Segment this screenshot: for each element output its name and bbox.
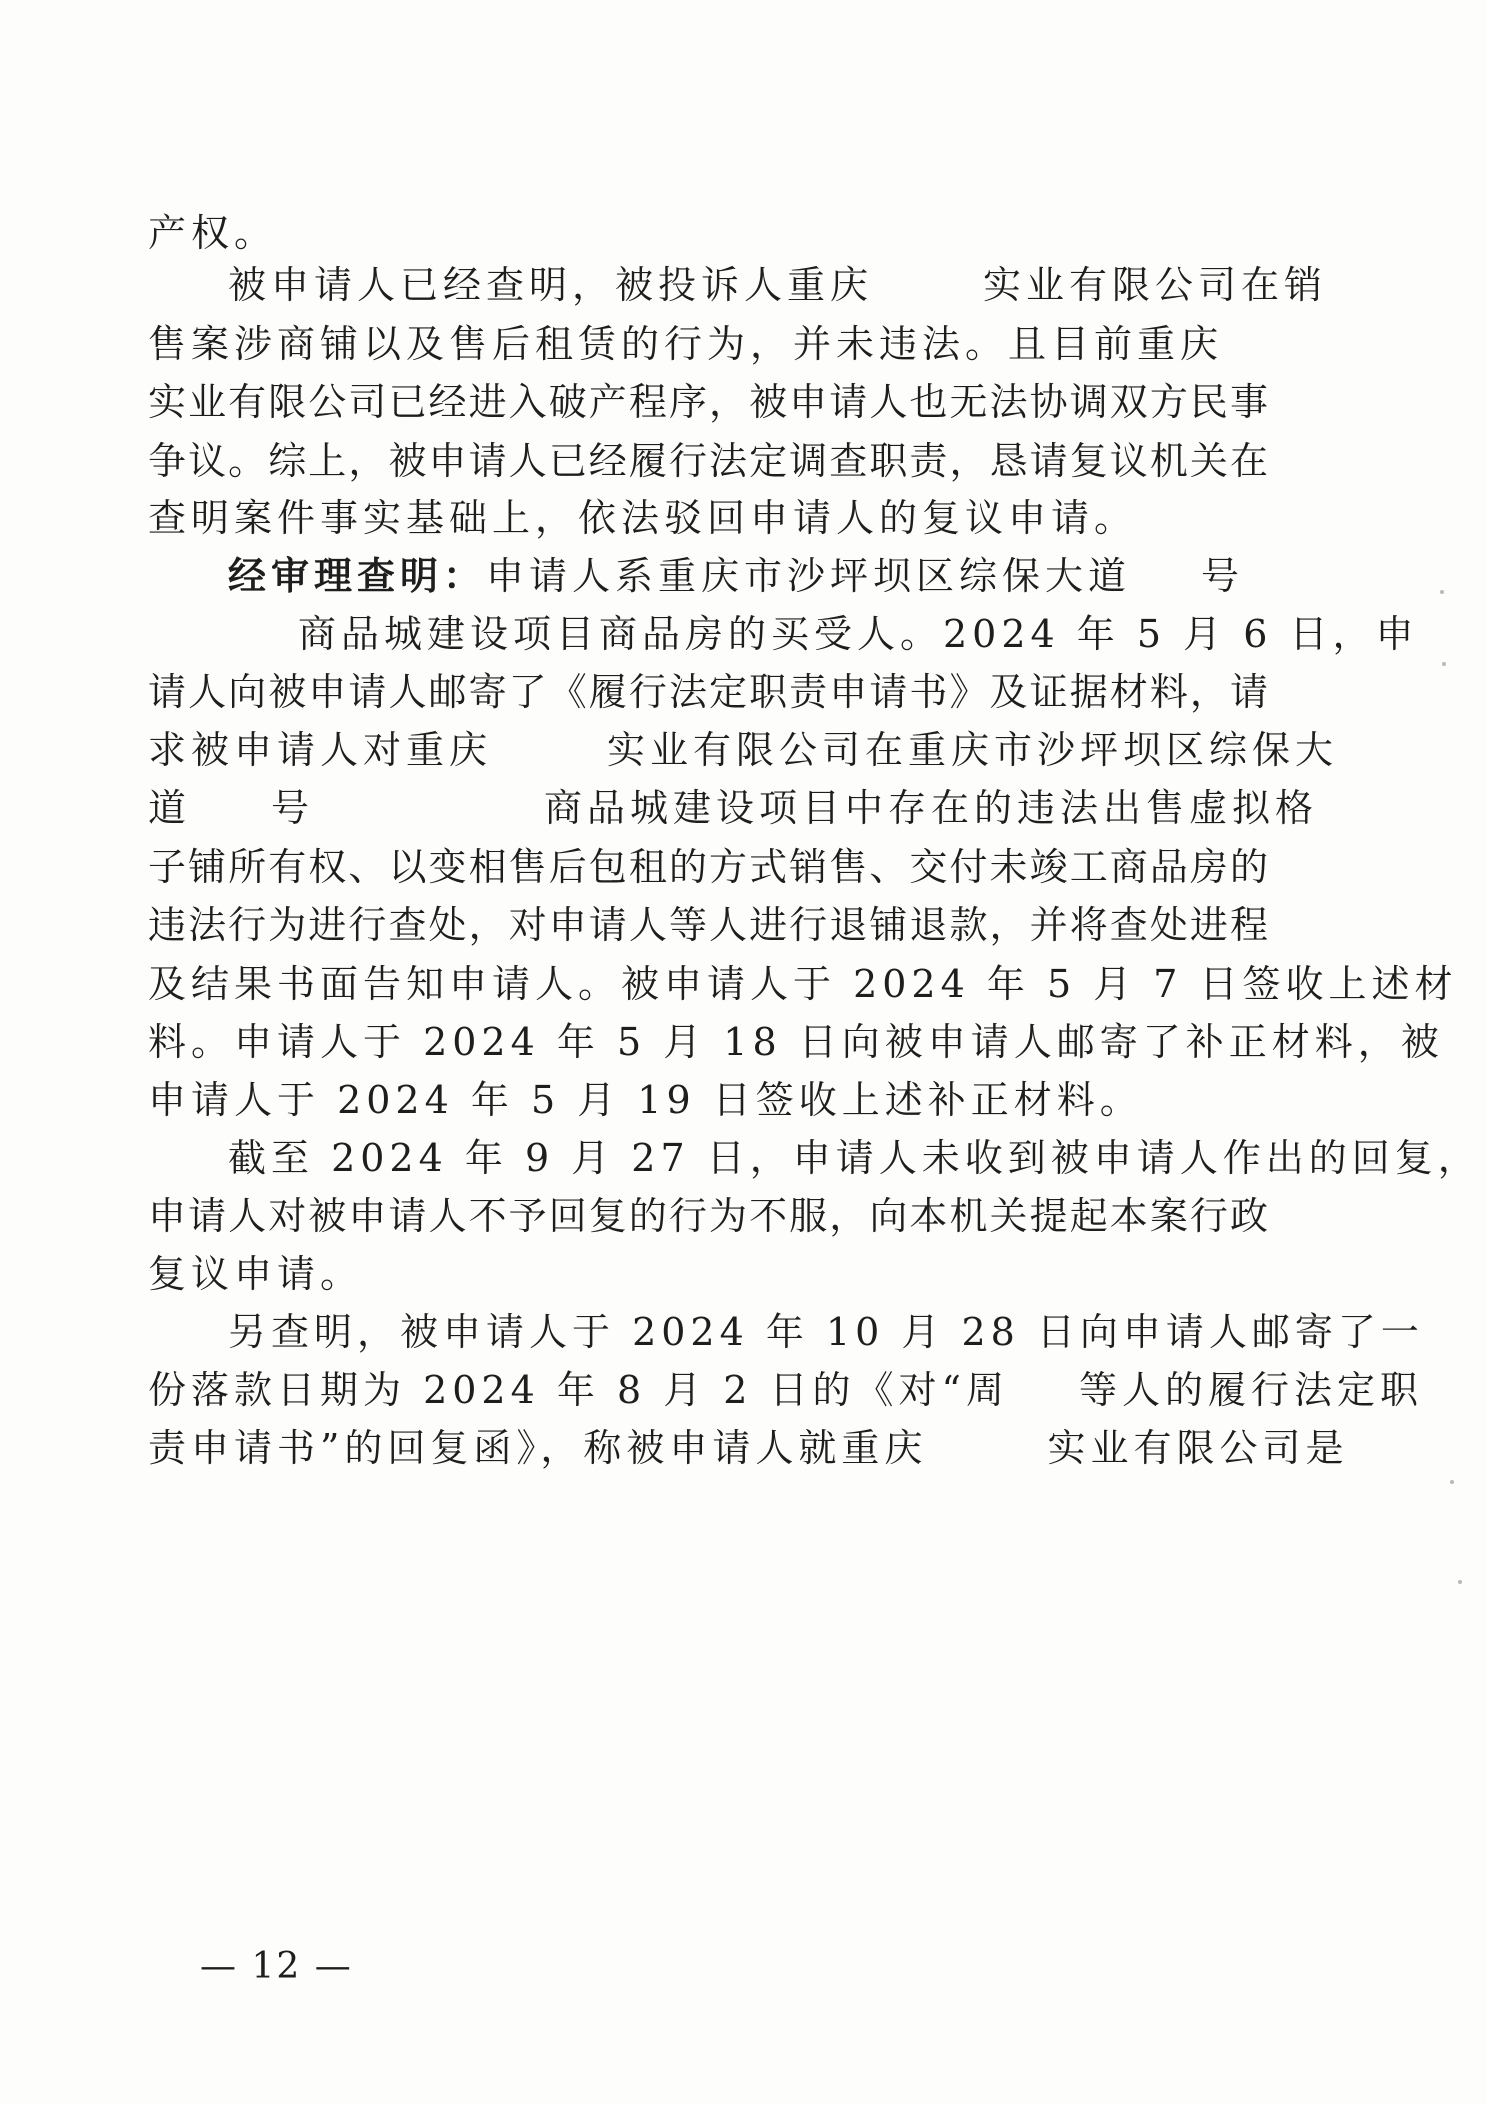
scan-speck	[1450, 1480, 1454, 1484]
text-line: 责申请书”的回复函》，称被申请人就重庆 实业有限公司是	[148, 1426, 1349, 1470]
text-line: 实业有限公司已经进入破产程序，被申请人也无法协调双方民事	[148, 380, 1268, 424]
page-number: — 12 —	[200, 1946, 353, 1987]
text-line: 截至 2024 年 9 月 27 日，申请人未收到被申请人作出的回复，	[228, 1136, 1481, 1180]
text-line: 查明案件事实基础上，依法驳回申请人的复议申请。	[148, 496, 1138, 540]
scan-speck	[1440, 590, 1444, 594]
text-line: 复议申请。	[148, 1252, 364, 1296]
text-line: 另查明，被申请人于 2024 年 10 月 28 日向申请人邮寄了一	[228, 1310, 1424, 1354]
text-line: 被申请人已经查明，被投诉人重庆 实业有限公司在销	[228, 263, 1328, 307]
text-line: 售案涉商铺以及售后租赁的行为，并未违法。且目前重庆	[148, 322, 1224, 366]
scan-speck	[1442, 662, 1446, 666]
text-line: 份落款日期为 2024 年 8 月 2 日的《对“周 等人的履行法定职	[148, 1368, 1423, 1412]
scan-speck	[1458, 1580, 1462, 1584]
text-line: 及结果书面告知申请人。被申请人于 2024 年 5 月 7 日签收上述材	[148, 962, 1458, 1006]
text-line: 申请人对被申请人不予回复的行为不服，向本机关提起本案行政	[148, 1194, 1268, 1238]
text-line: 产权。	[148, 211, 278, 255]
text-line: 申请人于 2024 年 5 月 19 日签收上述补正材料。	[148, 1078, 1143, 1122]
text-line: 商品城建设项目商品房的买受人。2024 年 5 月 6 日，申	[298, 612, 1419, 656]
text-line: 料。申请人于 2024 年 5 月 18 日向被申请人邮寄了补正材料，被	[148, 1020, 1444, 1064]
text-line: 争议。综上，被申请人已经履行法定调查职责，恳请复议机关在	[148, 439, 1268, 483]
text-line: 子铺所有权、以变相售后包租的方式销售、交付未竣工商品房的	[148, 845, 1268, 889]
text-line: 经审理查明：申请人系重庆市沙坪坝区综保大道 号	[228, 553, 1245, 598]
text-line: 道 号 商品城建设项目中存在的违法出售虚拟格	[148, 786, 1319, 830]
text-line: 求被申请人对重庆 实业有限公司在重庆市沙坪坝区综保大	[148, 728, 1339, 772]
text-line: 违法行为进行查处，对申请人等人进行退铺退款，并将查处进程	[148, 903, 1268, 947]
text-line: 请人向被申请人邮寄了《履行法定职责申请书》及证据材料，请	[148, 670, 1268, 714]
section-heading: 经审理查明：	[228, 553, 487, 598]
